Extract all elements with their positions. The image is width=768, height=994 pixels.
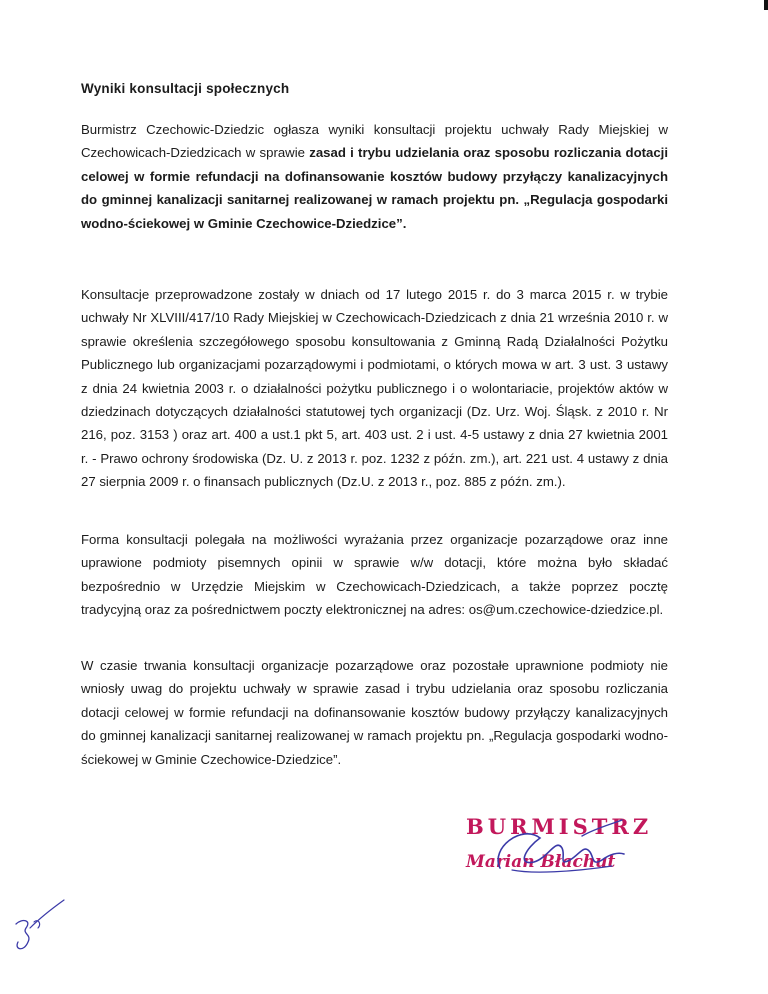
scan-edge-mark (764, 0, 768, 10)
consultation-form-paragraph: Forma konsultacji polegała na możliwości wyrażania przez organizacje pozarządowe oraz inne uprawione podmioty pisemnych opinii w sprawie w/w dotacji, które można było składać bezpośrednio w Urzędzie Miejskim w Czechowicach-Dziedzicach, a także poprzez pocztę tradycyjną oraz za pośrednictwem poczty elektronicznej na adres: os@um.czechowice-dziedzice.pl. (81, 532, 668, 618)
announcement-intro: Burmistrz Czechowic-Dziedzic ogłasza wyniki konsultacji projektu uchwały Rady Miejskiej w Czechowicach-Dziedzicach w sprawie (81, 122, 668, 161)
mayor-stamp (462, 808, 653, 888)
initials-icon (10, 898, 70, 968)
consultation-dates-paragraph: Konsultacje przeprowadzone zostały w dniach od 17 lutego 2015 r. do 3 marca 2015 r. w trybie uchwały Nr XLVIII/417/10 Rady Miejskiej w Czechowicach-Dziedzicach z dnia 21 września 2010 r. w sprawie określenia szczegółowego sposobu konsultowania z Gminną Radą Działalności Pożytku Publicznego lub organizacjami pozarządowymi i podmiotami, o których mowa w art. 3 ust. 3 ustawy z dnia 24 kwietnia 2003 r. o działalności pożytku publicznego i o wolontariacie, projektów aktów w dziedzinach dotyczących działalności statutowej tych organizacji (Dz. Urz. Woj. Śląsk. z 2010 r. Nr 216, poz. 3153 ) oraz art. 400 a ust.1 pkt 5, art. 403 ust. 2 i ust. 4-5 ustawy z dnia 27 kwietnia 2001 r. - Prawo ochrony środowiska (Dz. U. z 2013 r. poz. 1232 z późn. zm.), art. 221 ust. 4 ustawy z dnia 27 sierpnia 2009 r. o finansach publicznych (Dz.U. z 2013 r., poz. 885 z późn. zm.). (81, 287, 668, 490)
signature-icon (462, 808, 632, 888)
announcement-subject: zasad i trybu udzielania oraz sposobu rozliczania dotacji celowej w formie refundacji na dofinansowanie kosztów budowy przyłączy kanalizacyjnych do gminnej kanalizacji sanitarnej realizowanej w ramach projektu pn. „Regulacja gospodarki wodno-ściekowej w Gminie Czechowice-Dziedzice”. (81, 145, 669, 231)
document-title: Wyniki konsultacji społecznych (81, 81, 290, 96)
stamp-name: Marian Błachut (466, 852, 616, 872)
consultation-result-paragraph: W czasie trwania konsultacji organizacje pozarządowe oraz pozostałe uprawnione podmioty nie wniosły uwag do projektu uchwały w sprawie zasad i trybu udzielania oraz sposobu rozliczania dotacji celowej w formie refundacji na dofinansowanie kosztów budowy przyłączy kanalizacyjnych do gminnej kanalizacji sanitarnej realizowanej w ramach projektu pn. „Regulacja gospodarki wodno-ściekowej w Gminie Czechowice-Dziedzice”. (81, 658, 668, 767)
announcement-paragraph (81, 118, 668, 235)
stamp-title: BURMISTRZ (466, 814, 653, 839)
